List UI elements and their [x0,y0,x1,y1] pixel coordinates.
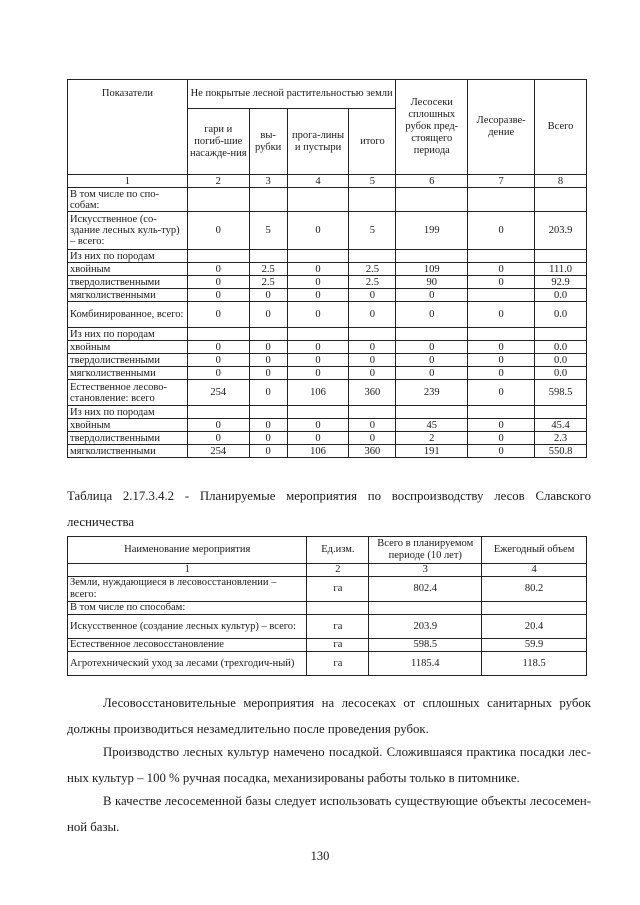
table-cell: 5 [249,212,287,250]
row-label: твердолиственными [68,276,188,289]
table-row [68,652,587,676]
table-cell [468,188,535,212]
row-label: хвойным [68,263,188,276]
table-caption-line-2: лесничества [67,515,135,529]
table-row [68,341,587,354]
table-cell [396,188,468,212]
table-cell: 191 [396,445,468,458]
table-cell: 59.9 [482,639,587,652]
table-cell: 1185.4 [369,652,482,676]
row-label: мягколиственными [68,445,188,458]
table-cell: 360 [349,445,396,458]
table-cell: 0 [396,354,468,367]
table-cell: 203.9 [535,212,587,250]
row-label: Комбинированное, всего: [68,302,188,328]
table-cell: 0 [396,367,468,380]
table-cell: 0 [468,419,535,432]
table-cell: 0 [349,302,396,328]
column-numbers-row [68,175,587,188]
table-cell: 550.8 [535,445,587,458]
table-cell: 199 [396,212,468,250]
table-cell: 20.4 [482,615,587,639]
table-cell: 0 [249,419,287,432]
table-cell: 2.5 [349,276,396,289]
column-number: 3 [369,564,482,577]
header-indicators: Показатели [68,80,188,175]
table-cell: 0 [287,354,349,367]
table-cell: 0 [468,380,535,406]
table-row [68,212,587,250]
table-row [68,577,587,602]
table-cell: 598.5 [535,380,587,406]
table-cell [187,406,249,419]
table-cell: 0 [396,341,468,354]
table-row [68,432,587,445]
table-cell: га [307,577,369,602]
table-cell: 0.0 [535,354,587,367]
table-cell [468,328,535,341]
table-cell: 0 [249,367,287,380]
row-label: твердолиственными [68,354,188,367]
table-cell [468,250,535,263]
header-unit: Ед.изм. [307,537,369,564]
table-cell [349,328,396,341]
table-cell: 0 [187,341,249,354]
table-row [68,602,587,615]
row-label: мягколиственными [68,367,188,380]
paragraph-1: Лесовосстановительные мероприятия на лесосеках от сплошных санитарных рубок должны производиться незамедлительно после проведения рубок. [67,696,591,736]
table-cell: 0 [249,354,287,367]
column-numbers-row [68,564,587,577]
table-cell [349,188,396,212]
column-number: 4 [287,175,349,188]
table-cell [249,406,287,419]
table-cell: 0 [187,354,249,367]
row-label: В том числе по способам: [68,602,307,615]
row-label: твердолиственными [68,432,188,445]
table-cell: 0 [349,289,396,302]
column-number: 6 [396,175,468,188]
table-cell: 0 [287,367,349,380]
row-label: Искусственное (со-здание лесных куль-тур) – всего: [68,212,188,250]
table-row [68,354,587,367]
table-cell: 0 [287,302,349,328]
table-cell: 0 [349,419,396,432]
header-cutting-areas: Лесосеки сплошных рубок пред-стоящего периода [396,80,468,175]
table-cell: 118.5 [482,652,587,676]
page-number: 130 [310,849,330,863]
table-cell [369,602,482,615]
table-cell [187,250,249,263]
paragraph-3: В качестве лесосеменной базы следует использовать существующие объекты лесосемен-ной базы. [67,794,591,834]
table-row [68,263,587,276]
table-cell: 0.0 [535,302,587,328]
table-cell: 239 [396,380,468,406]
table-cell [396,406,468,419]
column-number: 4 [482,564,587,577]
table-cell [287,188,349,212]
row-label: Естественное лесовосстановление [68,639,307,652]
table-cell: 0 [187,276,249,289]
column-number: 1 [68,175,188,188]
table-cell: 0 [187,419,249,432]
table-row [68,250,587,263]
table-cell: 0 [396,289,468,302]
table-cell: 0 [349,354,396,367]
table-cell: 2.5 [249,276,287,289]
table-cell: 45 [396,419,468,432]
table-row [68,302,587,328]
table-cell: 598.5 [369,639,482,652]
table-cell: 0 [287,419,349,432]
table-cell: 0 [187,212,249,250]
table-cell: 0 [187,289,249,302]
table-cell: 0 [468,341,535,354]
table-row [68,406,587,419]
table-cell [396,250,468,263]
table-cell: 0 [349,432,396,445]
header-burned: гари и погиб-шие насажде-ния [187,109,249,175]
row-label: Земли, нуждающиеся в лесовосстановлении – всего: [68,577,307,602]
table-cell [287,250,349,263]
table-cell: 80.2 [482,577,587,602]
table-cell: 0 [187,263,249,276]
table-cell [307,602,369,615]
table-cell: га [307,615,369,639]
table-row [68,380,587,406]
table-cell: 0 [287,341,349,354]
header-all: Всего [535,80,587,175]
table-cell: 0 [187,432,249,445]
table-cell: 109 [396,263,468,276]
table-cell: 0 [249,341,287,354]
table-cell: 2.3 [535,432,587,445]
table-cell: 0 [249,289,287,302]
table-cell: 0 [287,263,349,276]
row-label: Искусственное (создание лесных культур) – всего: [68,615,307,639]
table-cell: 0 [287,432,349,445]
row-label: Из них по породам [68,328,188,341]
column-number: 1 [68,564,307,577]
table-cell: 0 [468,276,535,289]
column-number: 8 [535,175,587,188]
table-cell: 0 [468,367,535,380]
table-cell: 45.4 [535,419,587,432]
table-cell: 0 [468,445,535,458]
header-felled: вы-рубки [249,109,287,175]
row-label: хвойным [68,419,188,432]
table-cell: 0 [249,432,287,445]
table-caption-line-1: Таблица 2.17.3.4.2 - Планируемые мероприятия по воспроизводству лесов Славского [67,489,591,503]
table-cell: 5 [349,212,396,250]
table-cell: 0 [249,445,287,458]
header-not-covered: Не покрытые лесной растительностью земли [187,80,396,109]
table-cell: 0 [249,302,287,328]
row-label: Из них по породам [68,406,188,419]
header-lesorazvedenie: Лесоразве-дение [468,80,535,175]
row-label: Естественное лесово-становление: всего [68,380,188,406]
row-label: Из них по породам [68,250,188,263]
column-number: 7 [468,175,535,188]
table-row [68,276,587,289]
table-cell [187,188,249,212]
header-glades: прога-лины и пустыри [287,109,349,175]
table-cell: 2.5 [349,263,396,276]
column-number: 3 [249,175,287,188]
table-cell: 92.9 [535,276,587,289]
table-row [68,367,587,380]
table-cell: 111.0 [535,263,587,276]
table-cell [349,250,396,263]
table-cell [535,188,587,212]
table-cell: 254 [187,380,249,406]
header-total: итого [349,109,396,175]
table-cell [287,406,349,419]
table-cell [187,328,249,341]
table-cell [249,250,287,263]
table-cell: 0.0 [535,289,587,302]
table-cell: 0 [187,302,249,328]
table-cell: 0 [287,289,349,302]
table-cell: 0 [287,212,349,250]
table-cell: 0 [187,367,249,380]
table-cell [468,289,535,302]
table-cell: 0 [287,276,349,289]
table-cell: 106 [287,380,349,406]
table-cell: 0 [349,367,396,380]
row-label: Агротехнический уход за лесами (трехгодич-ный) [68,652,307,676]
table-cell: га [307,652,369,676]
table-cell: 203.9 [369,615,482,639]
table-cell: 0.0 [535,341,587,354]
table-cell [468,406,535,419]
header-planned-total: Всего в планируемом периоде (10 лет) [369,537,482,564]
table-cell: 0.0 [535,367,587,380]
table-cell [535,406,587,419]
header-annual-volume: Ежегодный объем [482,537,587,564]
table-cell [349,406,396,419]
table-cell [535,250,587,263]
table-cell: 0 [468,263,535,276]
table-cell: 106 [287,445,349,458]
table-row [68,419,587,432]
table-cell: 0 [468,432,535,445]
table-cell: 0 [349,341,396,354]
table-cell: 0 [249,380,287,406]
table-cell: 254 [187,445,249,458]
table-cell [482,602,587,615]
table-cell: 0 [468,212,535,250]
table-cell: 802.4 [369,577,482,602]
paragraph-2: Производство лесных культур намечено посадкой. Сложившаяся практика посадки лес-ных культур – 100 % ручная посадка, механизированы работы только в питомнике. [67,745,591,785]
row-label: В том числе по спо-собам: [68,188,188,212]
row-label: хвойным [68,341,188,354]
planned-measures-table [67,536,587,676]
column-number: 5 [349,175,396,188]
table-row [68,289,587,302]
table-cell: 90 [396,276,468,289]
table-row [68,328,587,341]
table-cell: 2.5 [249,263,287,276]
table-row [68,445,587,458]
table-cell [249,188,287,212]
table-cell: 0 [468,354,535,367]
table-row [68,639,587,652]
column-number: 2 [307,564,369,577]
table-row [68,615,587,639]
table-cell: 0 [468,302,535,328]
table-cell [535,328,587,341]
table-cell [287,328,349,341]
header-measure-name: Наименование мероприятия [68,537,307,564]
table-row [68,188,587,212]
reforestation-table [67,79,587,458]
table-cell [396,328,468,341]
table-cell: 0 [396,302,468,328]
table-cell [249,328,287,341]
table-cell: 2 [396,432,468,445]
table-cell: 360 [349,380,396,406]
table-cell: га [307,639,369,652]
row-label: мягколиственными [68,289,188,302]
column-number: 2 [187,175,249,188]
